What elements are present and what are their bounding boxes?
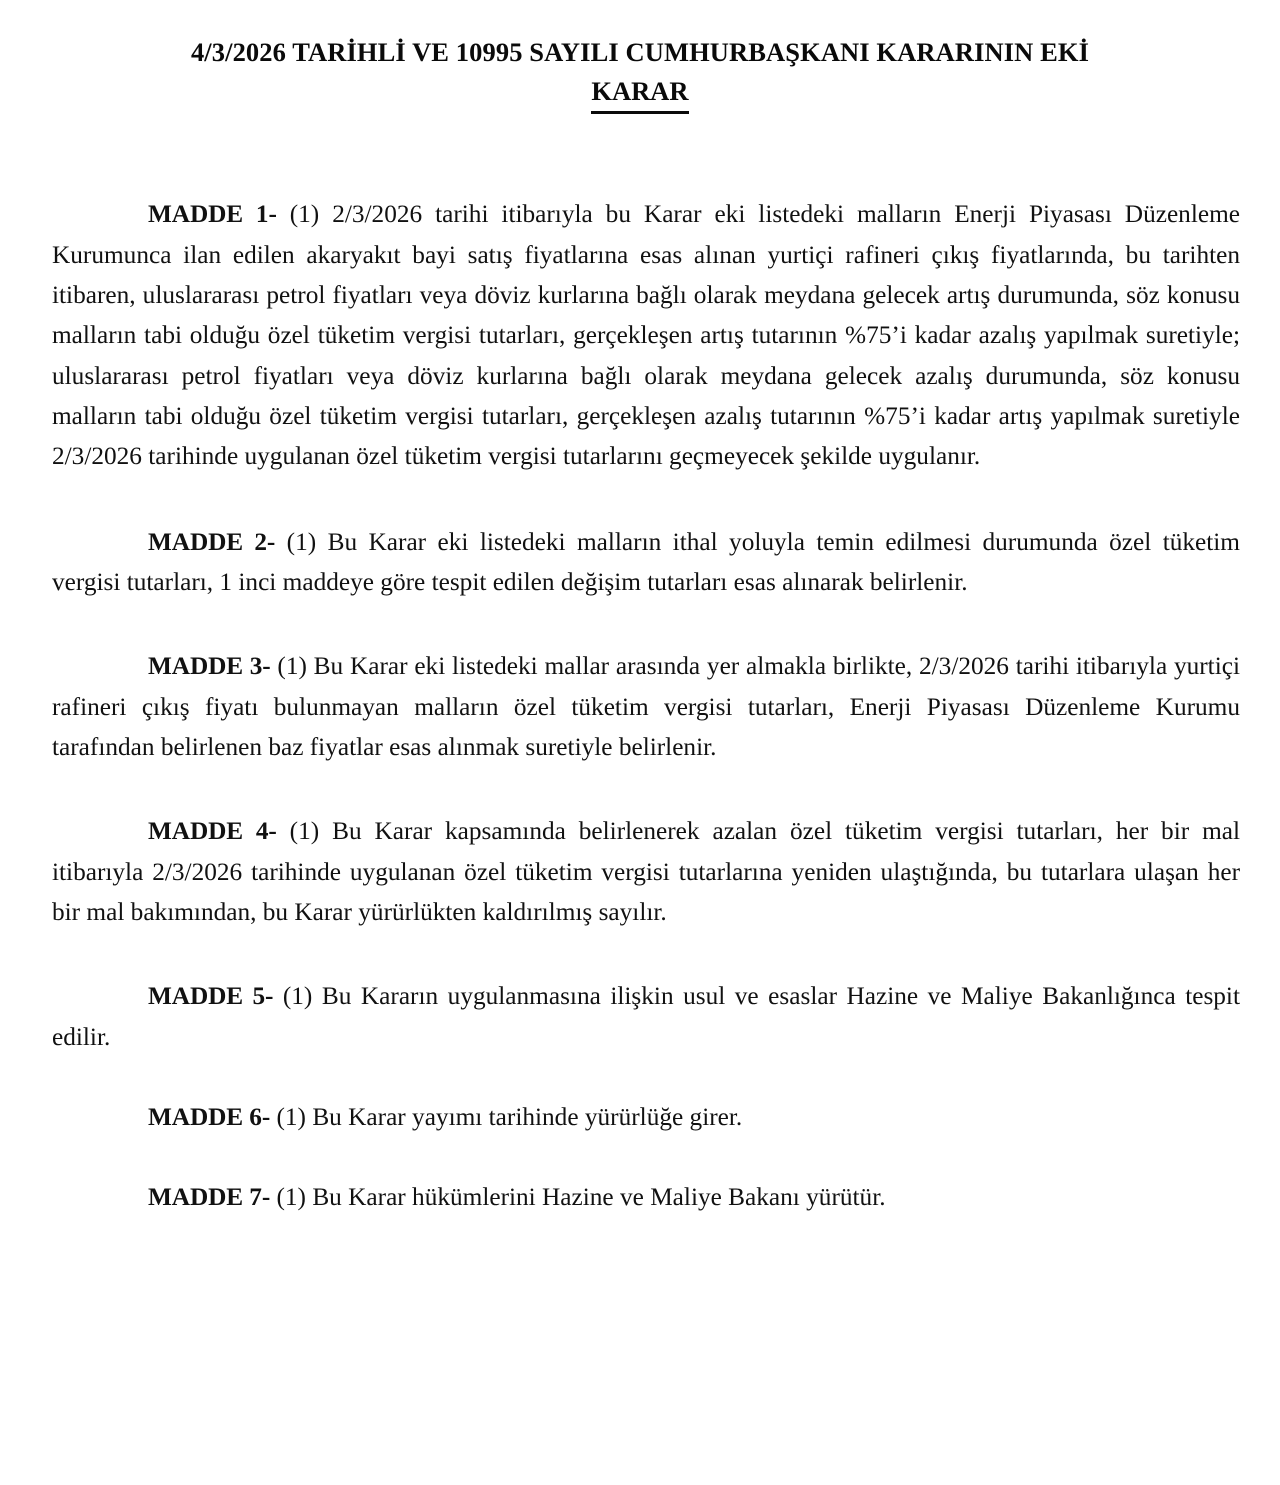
article-text: Bu Karar eki listedeki mallar arasında yer almakla birlikte, 2/3/2026 tarihi itibarıyla yurtiçi rafineri çıkış fiyatı bulunmayan malların özel tüketim vergisi tutarları, Enerji Piyasası Düzenleme Kurumu tarafından belirlenen baz fiyatlar esas alınmak suretiyle belirlenir.: [52, 652, 1240, 762]
article-text: Bu Karar kapsamında belirlenerek azalan özel tüketim vergisi tutarları, her bir mal itibarıyla 2/3/2026 tarihinde uygulanan özel tüketim vergisi tutarlarına yeniden ulaştığında, bu tutarlara ulaşan her bir mal bakımından, bu Karar yürürlükten kaldırılmış sayılır.: [52, 817, 1241, 927]
article-label: MADDE 6-: [148, 1103, 271, 1132]
article-text: Bu Karar yayımı tarihinde yürürlüğe girer.: [312, 1103, 743, 1132]
article-label: MADDE 3-: [148, 652, 271, 681]
document-title-line1: 4/3/2026 TARİHLİ VE 10995 SAYILI CUMHURBAŞKANI KARARININ EKİ: [190, 37, 1090, 67]
document-title-karar: KARAR: [591, 73, 688, 115]
article-paragraph-number: (1): [286, 527, 317, 556]
article-madde-2: [52, 522, 1240, 603]
article-label: MADDE 5-: [148, 982, 274, 1011]
article-text: 2/3/2026 tarihi itibarıyla bu Karar eki listedeki malların Enerji Piyasası Düzenleme Kurumunca ilan edilen akaryakıt bayi satış fiyatlarına esas alınan yurtiçi rafineri çıkış fiyatlarında, bu tarihten itibaren, uluslararası petrol fiyatları veya döviz kurlarına bağlı olarak meydana gelecek artış durumunda, söz konusu malların tabi olduğu özel tüketim vergisi tutarları, gerçekleşen artış tutarının %75’i kadar azalış yapılmak suretiyle; uluslararası petrol fiyatları veya döviz kurlarına bağlı olarak meydana gelecek azalış durumunda, söz konusu malların tabi olduğu özel tüketim vergisi tutarları, gerçekleşen azalış tutarının %75’i kadar artış yapılmak suretiyle 2/3/2026 tarihinde uygulanan özel tüketim vergisi tutarlarını geçmeyecek şekilde uygulanır.: [52, 200, 1240, 471]
article-paragraph-number: (1): [276, 1183, 306, 1212]
article-text: Bu Kararın uygulanmasına ilişkin usul ve esaslar Hazine ve Maliye Bakanlığınca tespit edilir.: [52, 982, 1240, 1051]
article-paragraph-number: (1): [276, 1103, 306, 1132]
article-label: MADDE 7-: [148, 1183, 271, 1212]
article-paragraph-number: (1): [277, 652, 307, 681]
article-label: MADDE 2-: [148, 527, 276, 556]
article-paragraph-number: (1): [289, 817, 320, 846]
article-label: MADDE 1-: [148, 200, 277, 229]
article-text: Bu Karar eki listedeki malların ithal yoluyla temin edilmesi durumunda özel tüketim vergisi tutarları, 1 inci maddeye göre tespit edilen değişim tutarları esas alınarak belirlenir.: [52, 527, 1240, 596]
article-madde-4: [52, 811, 1240, 932]
article-label: MADDE 4-: [148, 817, 277, 846]
article-paragraph-number: (1): [289, 200, 320, 229]
article-madde-6: [52, 1097, 1240, 1137]
article-paragraph-number: (1): [282, 982, 313, 1011]
document-body: [0, 194, 1280, 1218]
article-madde-3: [52, 646, 1240, 767]
article-madde-7: [52, 1177, 1240, 1217]
article-madde-1: [52, 194, 1240, 476]
document-header: [0, 0, 1280, 114]
article-text: Bu Karar hükümlerini Hazine ve Maliye Bakanı yürütür.: [312, 1183, 886, 1212]
article-madde-5: [52, 976, 1240, 1057]
